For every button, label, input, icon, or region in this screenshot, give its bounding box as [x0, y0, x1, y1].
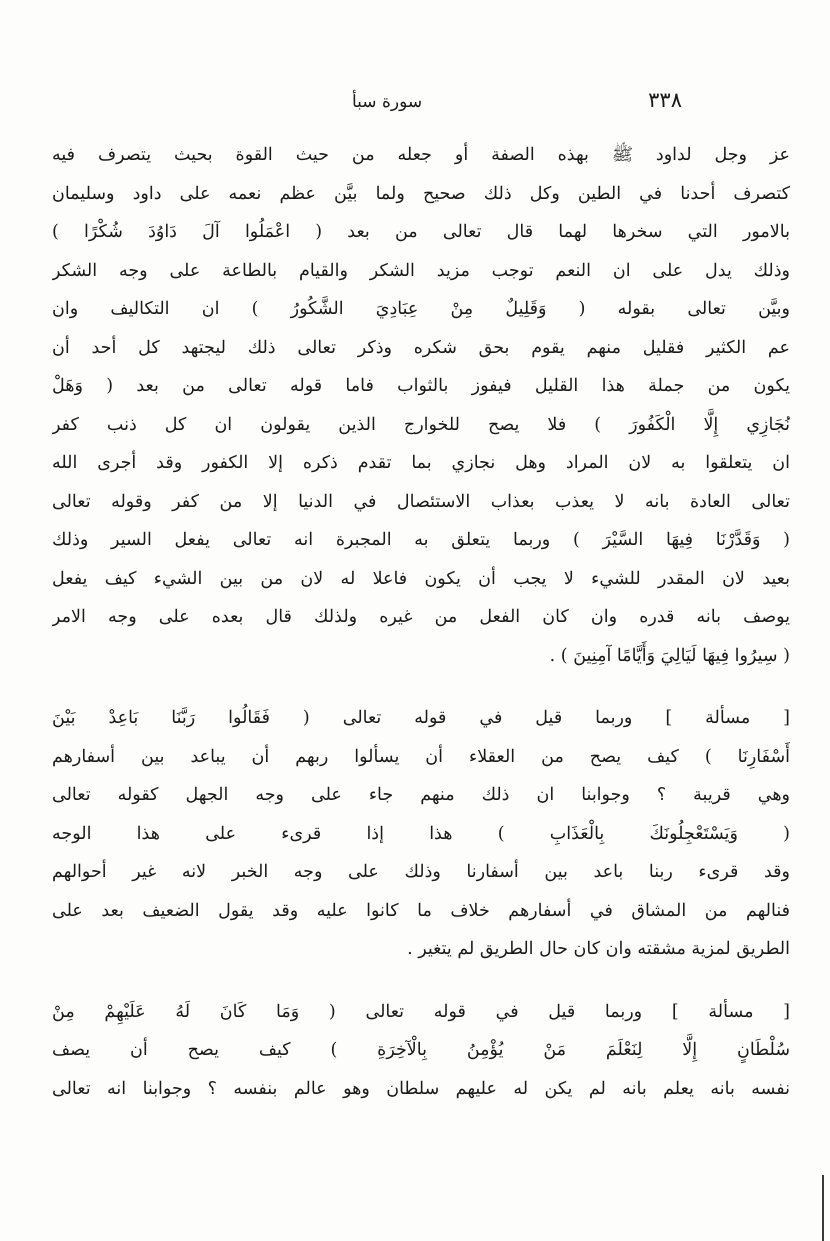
text-line: كتصرف أحدنا في الطين وكل ذلك صحيح ولما بيَّن عظم نعمه على داود وسليمان	[52, 183, 790, 204]
page-edge-mark	[822, 1175, 824, 1241]
text-line: ان يتعلقوا به لان المراد وهل نجازي بما تقدم ذكره إلا الكفور وقد أجرى الله	[52, 453, 790, 473]
text-line: سُلْطَانٍ إِلَّا لِنَعْلَمَ مَنْ يُؤْمِنُ بِالْآخِرَةِ ) كيف يصح أن يصف	[52, 1040, 790, 1060]
page-body	[52, 136, 790, 1108]
text-line: نفسه بانه يعلم بانه لم يكن له عليهم سلطان وهو عالم بنفسه ؟ وجوابنا انه تعالى	[52, 1078, 790, 1099]
paragraph-3	[52, 993, 790, 1109]
text-line: يوصف بانه قدره وان كان الفعل من غيره ولذلك قال بعده على وجه الامر	[52, 607, 790, 627]
paragraph-spacer	[52, 675, 790, 699]
text-line: وهي قريبة ؟ وجوابنا ان ذلك منهم جاء على وجه الجهل كقوله تعالى	[52, 785, 790, 805]
text-line: [ مسألة ] وربما قيل في قوله تعالى ( وَمَا كَانَ لَهُ عَلَيْهِمْ مِنْ	[52, 1001, 790, 1022]
text-line: وذلك يدل على ان النعم توجب مزيد الشكر والقيام بالطاعة على وجه الشكر	[52, 260, 790, 281]
text-line: ( وَقَدَّرْنَا فِيهَا السَّيْرَ ) وربما يتعلق به المجبرة انه تعالى يفعل السير وذلك	[52, 530, 790, 550]
text-line: نُجَازِي إِلَّا الْكَفُورَ ) فلا يصح للخوارج الذين يقولون ان كل ذنب كفر	[52, 414, 790, 435]
text-line: وقد قرىء ربنا باعد بين أسفارنا وذلك على وجه الخبر لانه غير أحوالهم	[52, 862, 790, 882]
text-line: فنالهم من المشاق في أسفارهم خلاف ما كانوا عليه وقد يقول الضعيف بعد على	[52, 900, 790, 921]
text-line: عم الكثير فقليل منهم يقوم بحق شكره وذكر تعالى ذلك ليجتهد كل أحد أن	[52, 337, 790, 358]
surah-title: سورة سبأ	[352, 92, 423, 112]
text-line: [ مسألة ] وربما قيل في قوله تعالى ( فَقَالُوا رَبَّنَا بَاعِدْ بَيْنَ	[52, 708, 790, 728]
text-line: تعالى العادة بانه لا يعذب بعذاب الاستئصال في الدنيا إلا من كفر وقوله تعالى	[52, 491, 790, 512]
text-line: عز وجل لداود ﷺ بهذه الصفة أو جعله من حيث القوة بحيث يتصرف فيه	[52, 145, 790, 165]
text-line: ( وَيَسْتَعْجِلُونَكَ بِالْعَذَابِ ) هذا إذا قرىء على هذا الوجه	[52, 823, 790, 844]
text-line: أَسْفَارِنَا ) كيف يصح من العقلاء أن يسألوا ربهم أن يباعد بين أسفارهم	[52, 746, 790, 767]
text-line: الطريق لمزية مشقته وان كان حال الطريق لم يتغير .	[407, 939, 790, 959]
text-line: بالامور التي سخرها لهما قال تعالى من بعد ( اعْمَلُوا آلَ دَاوُدَ شُكْرًا )	[52, 222, 790, 242]
paragraph-2	[52, 699, 790, 969]
page-header	[352, 88, 682, 118]
paragraph-1	[52, 136, 790, 675]
text-line: يكون من جملة هذا القليل فيفوز بالثواب فاما قوله تعالى من بعد ( وَهَلْ	[52, 376, 790, 396]
paragraph-spacer	[52, 969, 790, 993]
text-line: وبيَّن تعالى بقوله ( وَقَلِيلٌ مِنْ عِبَادِيَ الشَّكُورُ ) ان التكاليف وان	[52, 299, 790, 319]
text-line: بعيد لان المقدر للشيء لا يجب أن يكون فاعلا له لان من بين الشيء كيف يفعل	[52, 568, 790, 589]
text-line: ( سِيرُوا فِيهَا لَيَالِيَ وَأَيَّامًا آمِنِينَ ) .	[549, 645, 790, 666]
page-number: ٣٣٨	[648, 88, 682, 112]
